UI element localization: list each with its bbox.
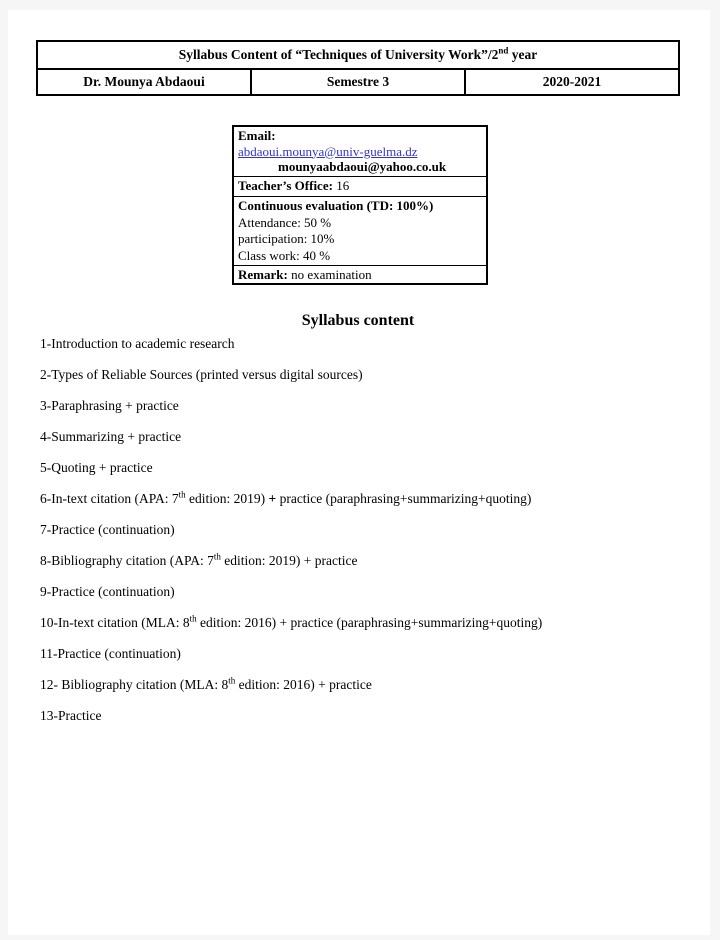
text-segment: 3-Paraphrasing + practice [40,398,179,413]
evaluation-line-classwork: Class work: 40 % [238,247,331,263]
office-section [234,176,486,196]
syllabus-item [40,461,690,475]
semester-label: Semestre 3 [251,69,465,95]
header-table [36,40,680,96]
superscript: nd [498,45,509,56]
instructor-name: Dr. Mounya Abdaoui [37,69,251,95]
document-title [37,41,679,69]
text-segment: year [508,47,538,62]
text-segment: edition: 2016) + practice (paraphrasing+summarizing+quoting) [196,615,543,630]
text-segment: practice (paraphrasing+summarizing+quoting) [276,491,532,506]
office-value: 16 [332,178,350,193]
superscript: th [213,551,221,562]
text-segment: 13-Practice [40,708,102,723]
syllabus-item [40,675,690,692]
text-segment: 12- Bibliography citation (MLA: 8 [40,677,229,692]
remark-value: no examination [287,267,372,282]
syllabus-item [40,647,690,661]
syllabus-list [40,337,690,740]
syllabus-item [40,489,690,506]
text-segment: edition: 2019) + practice [220,553,358,568]
superscript: th [228,675,236,686]
syllabus-item [40,523,690,537]
syllabus-item [40,337,690,351]
syllabus-item [40,399,690,413]
email-label: Email: [238,128,276,143]
contact-info-box [232,125,488,285]
text-segment: 2-Types of Reliable Sources (printed versus digital sources) [40,367,363,382]
document-page [8,10,710,935]
text-segment: + [268,491,277,506]
office-label: Teacher’s Office: [238,178,333,193]
text-segment: 10-In-text citation (MLA: 8 [40,615,190,630]
remark-label: Remark: [238,267,288,282]
email-secondary: mounyaabdaoui@yahoo.co.uk [278,159,447,174]
email-link[interactable]: abdaoui.mounya@univ-guelma.dz [238,143,418,159]
superscript: th [189,613,197,624]
syllabus-heading: Syllabus content [301,312,415,329]
evaluation-line-attendance: Attendance: 50 % [238,214,332,230]
evaluation-line-participation: participation: 10% [238,231,335,246]
text-segment: 8-Bibliography citation (APA: 7 [40,553,214,568]
syllabus-item [40,430,690,444]
syllabus-item [40,613,690,630]
academic-year: 2020-2021 [465,69,679,95]
syllabus-item [40,709,690,723]
syllabus-item [40,585,690,599]
text-segment: 5-Quoting + practice [40,460,153,475]
text-segment: 11-Practice (continuation) [40,646,181,661]
text-segment: 7-Practice (continuation) [40,522,175,537]
remark-section [234,265,486,283]
text-segment: edition: 2019) [185,491,269,506]
syllabus-item [40,551,690,568]
evaluation-section [234,196,486,265]
text-segment: 9-Practice (continuation) [40,584,175,599]
syllabus-item [40,368,690,382]
text-segment: 1-Introduction to academic research [40,336,235,351]
text-segment: Syllabus Content of “Techniques of University Work”/2 [178,47,499,62]
text-segment: edition: 2016) + practice [235,677,372,692]
evaluation-title: Continuous evaluation (TD: 100%) [238,198,434,213]
text-segment: 4-Summarizing + practice [40,429,182,444]
text-segment: 6-In-text citation (APA: 7 [40,491,179,506]
superscript: th [178,489,186,500]
email-section [234,127,486,176]
